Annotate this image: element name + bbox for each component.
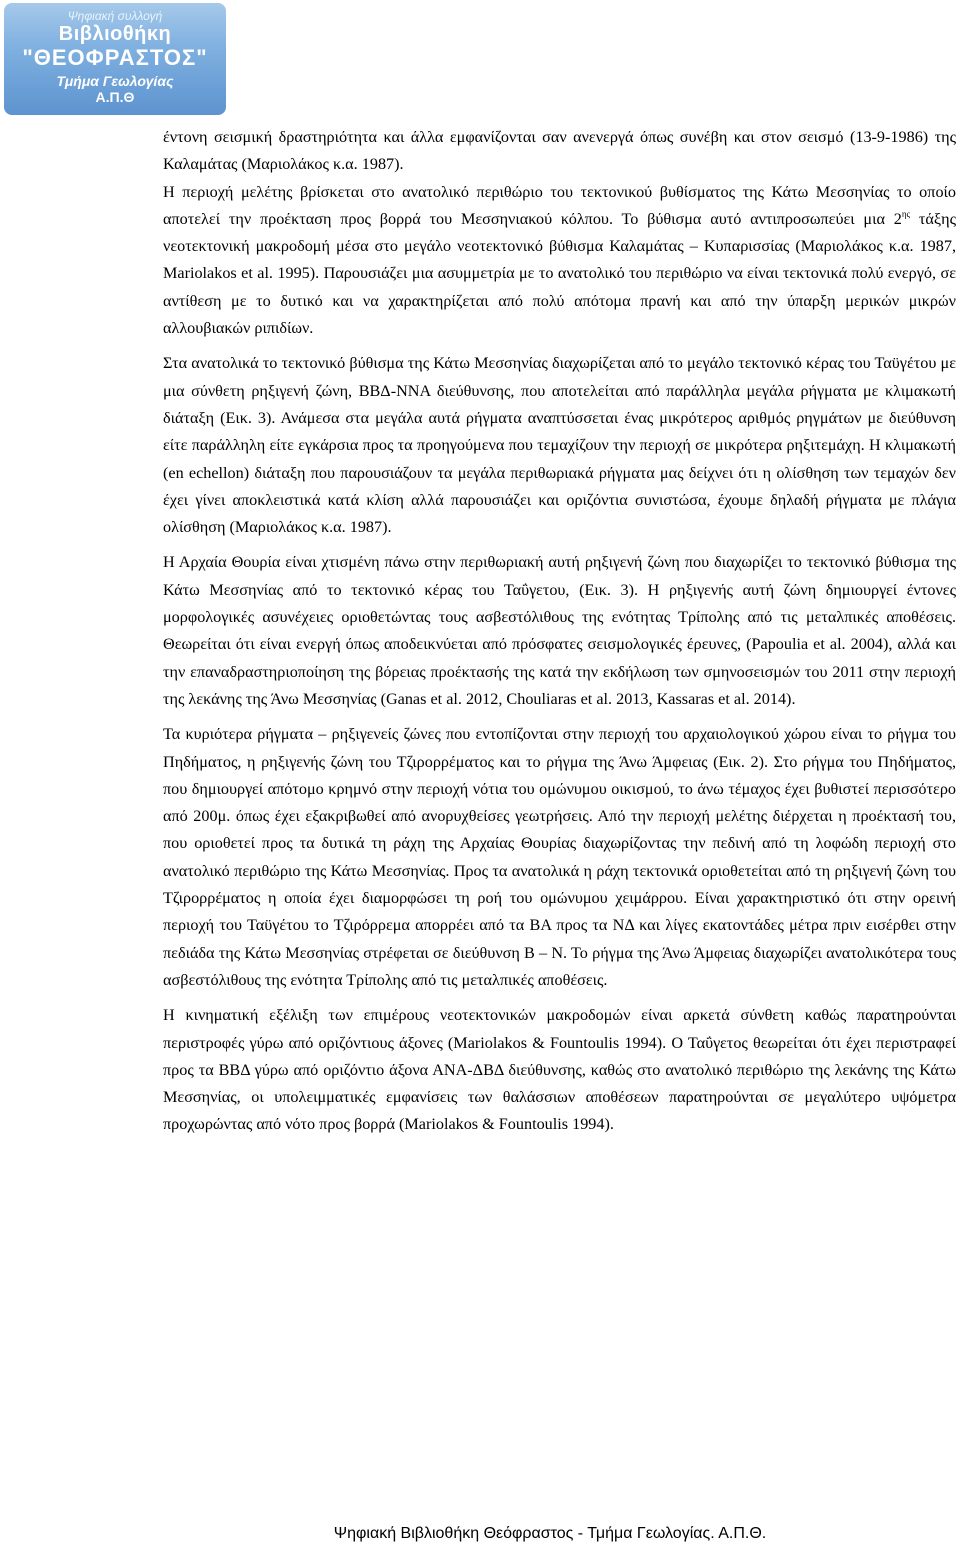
logo-line-library: Βιβλιοθήκη <box>58 23 172 45</box>
page-footer: Ψηφιακή Βιβλιοθήκη Θεόφραστος - Τμήμα Γεωλογίας. Α.Π.Θ. <box>333 1525 767 1542</box>
document-body <box>163 124 956 1147</box>
paragraph-2 <box>163 179 956 343</box>
logo-line-university: Α.Π.Θ <box>95 89 135 105</box>
logo-line-department: Τμήμα Γεωλογίας <box>56 73 174 89</box>
logo-line-collection: Ψηφιακή συλλογή <box>67 9 163 23</box>
ordinal-superscript: ης <box>901 208 911 219</box>
logo-line-name: "ΘΕΟΦΡΑΣΤΟΣ" <box>22 45 208 70</box>
paragraph-1: έντονη σεισμική δραστηριότητα και άλλα εμφανίζονται σαν ανενεργά όπως συνέβη και στον σεισμό (13-9-1986) της Καλαμάτας (Μαριολάκος κ.α. 1987). <box>163 128 956 174</box>
paragraph-5: Τα κυριότερα ρήγματα – ρηξιγενείς ζώνες που εντοπίζονται στην περιοχή του αρχαιολογικού χώρου είναι το ρήγμα του Πηδήματος, η ρηξιγενής ζώνη του Τζιρορρέματος και το ρήγμα της Άνω Άμφειας (Εικ. 2). Στο ρήγμα του Πηδήματος, που δημιουργεί απότομο κρημνό στην περιοχή νότια του ομώνυμου οικισμού, το άνω τέμαχος έχει βυθιστεί περισσότερο από 200μ. όπως έχει εξακριβωθεί από ανορυχθείσες γεωτρήσεις. Από την περιοχή μελέτης διέρχεται η προέκτασή του, που οριοθετεί προς τα δυτικά τη ράχη της Αρχαίας Θουρίας διαχωρίζοντας την πεδινή από τη λοφώδη περιοχή στο ανατολικό περιθώριο της Κάτω Μεσσηνίας. Προς τα ανατολικά η ράχη τεκτονικά οριοθετείται από τη ρηξιγενή ζώνη του Τζιρορρέματος η οποία έχει διαμορφώσει τη ροή του ομώνυμου χειμάρρου. Είναι χαρακτηριστικό ότι στην ορεινή περιοχή του Ταϋγέτου το Τζιρόρρεμα απορρέει από τα ΒΑ προς τα ΝΔ και λίγες εκατοντάδες μέτρα πριν εισέρθει στην πεδιάδα της Κάτω Μεσσηνίας στρέφεται σε διεύθυνση Β – Ν. Το ρήγμα της Άνω Άμφειας διαχωρίζει ανατολικότερα τους ασβεστόλιθους της ενότητα Τρίπολης από τις μεταλπικές αποθέσεις. <box>163 725 956 989</box>
paragraph-2-part-a: Η περιοχή μελέτης βρίσκεται στο ανατολικό περιθώριο του τεκτονικού βυθίσματος της Κάτω Μεσσηνίας το οποίο αποτελεί την προέκταση προς βορρά του Μεσσηνιακού κόλπου. Το βύθισμα αυτό αντιπροσωπεύει μια 2 <box>163 182 956 228</box>
library-logo <box>4 3 226 115</box>
paragraph-3: Στα ανατολικά το τεκτονικό βύθισμα της Κάτω Μεσσηνίας διαχωρίζεται από το μεγάλο τεκτονικό κέρας του Ταϋγέτου με μια σύνθετη ρηξιγενή ζώνη, ΒΒΔ-ΝΝΑ διεύθυνσης, που αποτελείται από παράλληλα μεγάλα ρήγματα με κλιμακωτή διάταξη (Εικ. 3). Ανάμεσα στα μεγάλα αυτά ρήγματα αναπτύσσεται ένας μικρότερος αριθμός ρηγμάτων με διεύθυνση είτε παράλληλη είτε εγκάρσια προς τα προηγούμενα που τεμαχίζουν την περιοχή σε μικρότερα ρηξιτεμάχη. Η κλιμακωτή (en echellon) διάταξη που παρουσιάζουν τα μεγάλα περιθωριακά ρήγματα μας δείχνει ότι η ολίσθηση των τεμαχών δεν έχει γίνει αποκλειστικά κατά κλίση αλλά παρουσιάζει και οριζόντια συνιστώσα, έχουμε δηλαδή ρήγματα με πλάγια ολίσθηση (Μαριολάκος κ.α. 1987). <box>163 354 956 537</box>
paragraph-4: Η Αρχαία Θουρία είναι χτισμένη πάνω στην περιθωριακή αυτή ρηξιγενή ζώνη που διαχωρίζει το τεκτονικό βύθισμα της Κάτω Μεσσηνίας από το τεκτονικό κέρας του Ταΰγετου, (Εικ. 3). Η ρηξιγενής αυτή ζώνη δημιουργεί έντονες μορφολογικές ασυνέχειες οριοθετώντας τους ασβεστόλιθους της ενότητας Τρίπολης από τις μεταλπικές αποθέσεις. Θεωρείται ότι είναι ενεργή όπως αποδεικνύεται από πρόσφατες σεισμολογικές έρευνες, (Papoulia et al. 2004), αλλά και την επαναδραστηριοποίηση της βόρειας προέκτασής της κατά την εκδήλωση των σμηνοσεισμών του 2011 στην περιοχή της λεκάνης της Άνω Μεσσηνίας (Ganas et al. 2012, Chouliaras et al. 2013, Kassaras et al. 2014). <box>163 553 956 708</box>
paragraph-2-part-b: τάξης νεοτεκτονική μακροδομή μέσα στο μεγάλο νεοτεκτονικό βύθισμα Καλαμάτας – Κυπαρισσίας (Μαριολάκος κ.α. 1987, Mariolakos et al. 1995). Παρουσιάζει μια ασυμμετρία με το ανατολικό του περιθώριο να είναι τεκτονικά πολύ ενεργό, σε αντίθεση με το δυτικό και να χαρακτηρίζεται από πολύ απότομα πρανή και από την ύπαρξη μερικών μικρών αλλουβιακών ριπιδίων. <box>163 209 957 338</box>
paragraph-6: Η κινηματική εξέλιξη των επιμέρους νεοτεκτονικών μακροδομών είναι αρκετά σύνθετη καθώς παρατηρούνται περιστροφές γύρω από οριζόντιους άξονες (Mariolakos & Fountoulis 1994). Ο Ταΰγετος θεωρείται ότι έχει περιστραφεί προς τα ΒΒΔ γύρω από οριζόντιο άξονα ΑΝΑ-ΔΒΔ διεύθυνσης, καθώς στο ανατολικό περιθώριο της λεκάνης της Κάτω Μεσσηνίας, οι υπολειμματικές εμφανίσεις των θαλάσσιων αποθέσεων παρατηρούνται σε μεγαλύτερο υψόμετρα προχωρώντας από νότο προς βορρά (Mariolakos & Fountoulis 1994). <box>163 1006 956 1134</box>
